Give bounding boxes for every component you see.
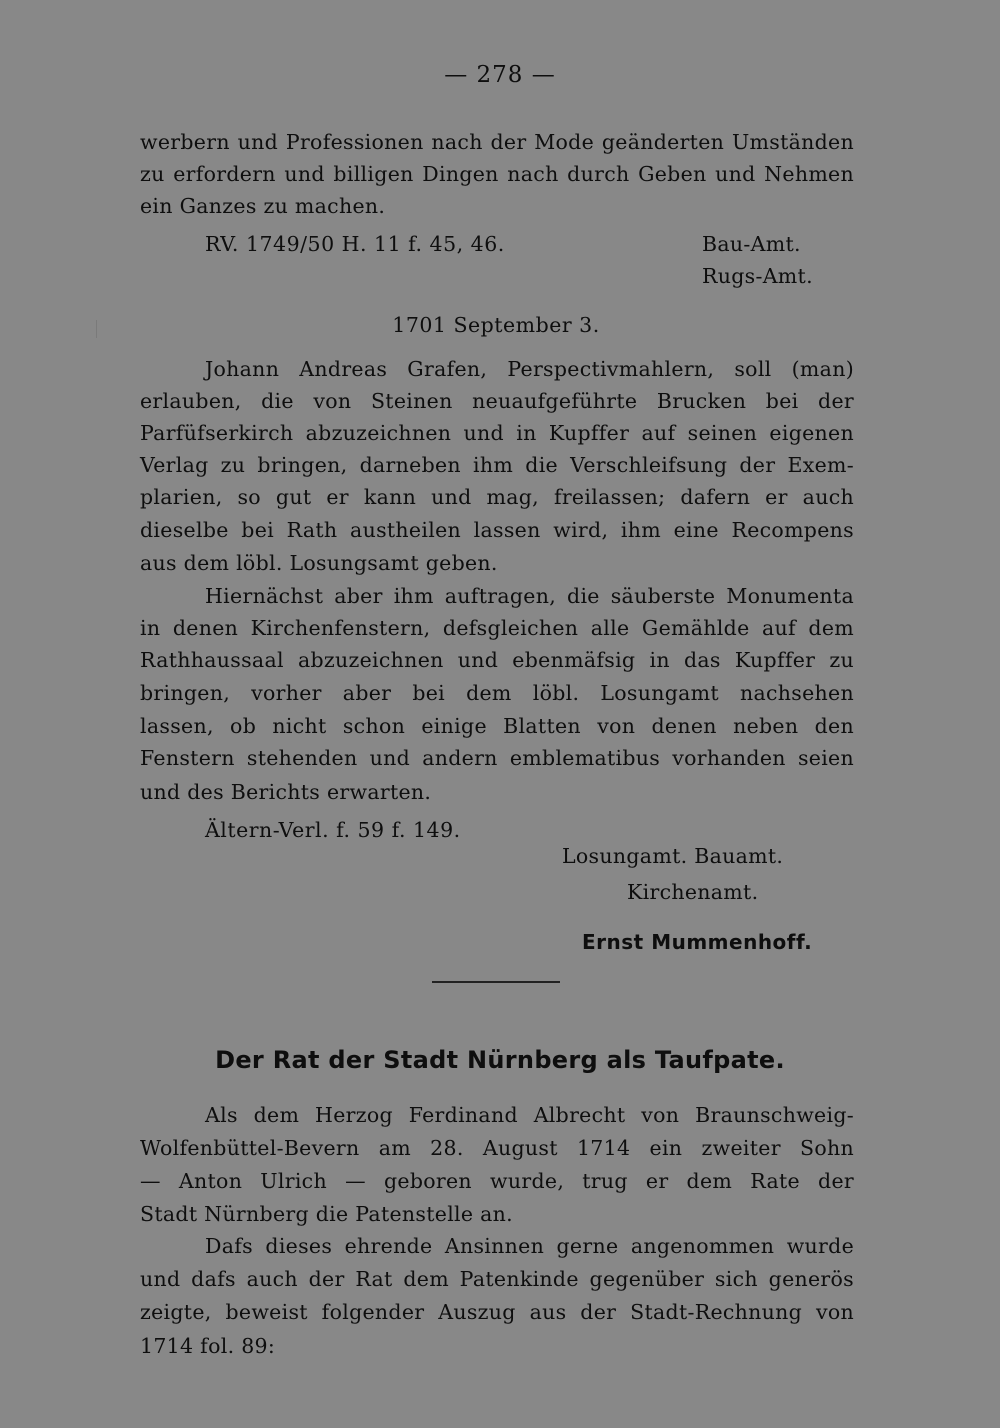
paragraph-line: und dafs auch der Rat dem Patenkinde gegenüber sich generös (140, 1267, 854, 1291)
archive-citation: RV. 1749/50 H. 11 f. 45, 46. (205, 232, 505, 256)
paragraph-line: Hiernächst aber ihm auftragen, die säuberste Monumenta (205, 584, 854, 608)
paragraph-line: Johann Andreas Grafen, Perspectivmahlern, soll (man) (205, 357, 854, 381)
paragraph-line: 1714 fol. 89: (140, 1334, 276, 1358)
paragraph-line: plarien, so gut er kann und mag, freilassen; dafern er auch (140, 485, 854, 509)
paragraph-line: bringen, vorher aber bei dem löbl. Losungamt nachsehen (140, 681, 854, 705)
section-divider (432, 981, 560, 983)
office-name: Kirchenamt. (627, 880, 759, 904)
paragraph-line: zeigte, beweist folgender Auszug aus der Stadt-Rechnung von (140, 1300, 854, 1324)
paragraph-line: — Anton Ulrich — geboren wurde, trug er dem Rate der (140, 1169, 854, 1193)
paragraph-line: Wolfenbüttel-Bevern am 28. August 1714 ein zweiter Sohn (140, 1136, 854, 1160)
paragraph-line: in denen Kirchenfenstern, defsgleichen alle Gemählde auf dem (140, 616, 854, 640)
paragraph-line: dieselbe bei Rath austheilen lassen wird, ihm eine Recompens (140, 518, 854, 542)
paragraph-line: erlauben, die von Steinen neuaufgeführte Brucken bei der (140, 389, 854, 413)
paragraph-line: aus dem löbl. Losungsamt geben. (140, 551, 498, 575)
paragraph-line: Verlag zu bringen, darneben ihm die Verschleifsung der Exem- (140, 453, 854, 477)
paragraph-line: Rathhaussaal abzuzeichnen und ebenmäfsig in das Kupffer zu (140, 648, 854, 672)
intro-line: werbern und Professionen nach der Mode geänderten Umständen (140, 130, 854, 154)
author-signature: Ernst Mummenhoff. (582, 930, 813, 954)
paragraph-line: lassen, ob nicht schon einige Blatten von denen neben den (140, 714, 854, 738)
paragraph-line: Stadt Nürnberg die Patenstelle an. (140, 1202, 514, 1226)
page-number: — 278 — (444, 62, 556, 88)
paragraph-line: Fenstern stehenden und andern emblematibus vorhanden seien (140, 746, 854, 770)
paragraph-line: Als dem Herzog Ferdinand Albrecht von Braunschweig- (205, 1103, 854, 1127)
office-name: Rugs-Amt. (702, 264, 813, 288)
section-heading: Der Rat der Stadt Nürnberg als Taufpate. (215, 1046, 785, 1074)
office-name: Bau-Amt. (702, 232, 801, 256)
paragraph-line: Parfüfserkirch abzuzeichnen und in Kupffer auf seinen eigenen (140, 421, 854, 445)
intro-line: ein Ganzes zu machen. (140, 194, 386, 218)
paragraph-line: und des Berichts erwarten. (140, 780, 432, 804)
office-names: Losungamt. Bauamt. (562, 844, 784, 868)
archive-citation: Ältern-Verl. f. 59 f. 149. (205, 818, 461, 842)
intro-line: zu erfordern und billigen Dingen nach durch Geben und Nehmen (140, 162, 854, 186)
date-heading: 1701 September 3. (392, 313, 600, 337)
paragraph-line: Dafs dieses ehrende Ansinnen gerne angenommen wurde (205, 1234, 854, 1258)
